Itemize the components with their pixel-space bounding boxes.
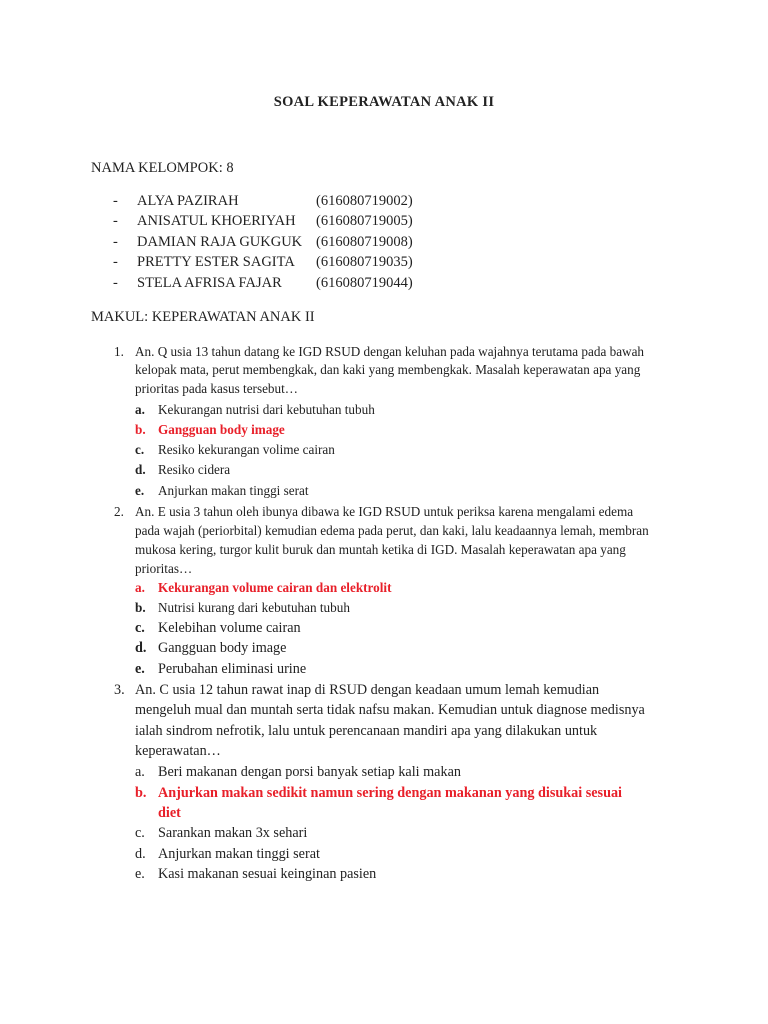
option-text: Resiko cidera	[158, 462, 231, 477]
question-text-line: keperawatan…	[135, 743, 221, 759]
option-text: Kasi makanan sesuai keinginan pasien	[158, 866, 377, 882]
member-nim: (616080719035)	[316, 254, 413, 270]
option-letter: c.	[135, 825, 145, 841]
option-letter: c.	[135, 620, 145, 636]
option-text-answer: Anjurkan makan sedikit namun sering dengan makanan yang disukai sesuai	[158, 785, 622, 801]
bullet-dash: -	[113, 193, 118, 209]
document-title: SOAL KEPERAWATAN ANAK II	[273, 94, 495, 110]
question-text-line: mengeluh mual dan muntah serta tidak nafsu makan. Kemudian untuk diagnose medisnya	[135, 702, 645, 718]
question-text-line: prioritas…	[135, 561, 193, 576]
option-letter: a.	[135, 402, 145, 417]
option-letter: e.	[135, 483, 145, 498]
question-text-line: kelopak mata, perut membengkak, dan kaki yang membengkak. Masalah keperawatan apa yang	[135, 362, 641, 377]
group-label: NAMA KELOMPOK: 8	[91, 160, 234, 176]
member-nim: (616080719005)	[316, 213, 413, 229]
question-number: 2.	[114, 504, 124, 519]
question-text-line: pada wajah (periorbital) kemudian edema pada perut, dan kaki, lalu keadaannya lemah, membran	[135, 523, 649, 538]
option-letter: d.	[135, 462, 146, 477]
member-name: DAMIAN RAJA GUKGUK	[137, 234, 303, 250]
option-text: Beri makanan dengan porsi banyak setiap kali makan	[158, 764, 461, 780]
question-text-line: An. E usia 3 tahun oleh ibunya dibawa ke IGD RSUD untuk periksa karena mengalami edema	[135, 504, 634, 519]
option-text: Anjurkan makan tinggi serat	[158, 483, 309, 498]
member-name: STELA AFRISA FAJAR	[137, 275, 282, 291]
bullet-dash: -	[113, 275, 118, 291]
question-number: 3.	[114, 682, 125, 698]
option-text-answer-continued: diet	[158, 805, 181, 821]
member-nim: (616080719002)	[316, 193, 413, 209]
option-letter: b.	[135, 600, 146, 615]
question-text-line: An. C usia 12 tahun rawat inap di RSUD dengan keadaan umum lemah kemudian	[135, 682, 600, 698]
option-text: Gangguan body image	[158, 640, 287, 656]
member-nim: (616080719044)	[316, 275, 413, 291]
member-name: ALYA PAZIRAH	[137, 193, 239, 209]
member-name: PRETTY ESTER SAGITA	[137, 254, 295, 270]
question-text-line: mukosa kering, turgor kulit buruk dan muntah ketika di IGD. Masalah keperawatan apa yang	[135, 542, 626, 557]
option-letter: d.	[135, 640, 147, 656]
option-text-answer: Gangguan body image	[158, 422, 285, 437]
option-letter-answer: b.	[135, 422, 146, 437]
option-text: Sarankan makan 3x sehari	[158, 825, 308, 841]
bullet-dash: -	[113, 234, 118, 250]
option-text: Anjurkan makan tinggi serat	[158, 846, 320, 862]
question-text-line: ialah sindrom nefrotik, lalu untuk perencanaan mandiri apa yang dilakukan untuk	[135, 723, 598, 739]
option-text: Nutrisi kurang dari kebutuhan tubuh	[158, 600, 350, 615]
option-text: Kelebihan volume cairan	[158, 620, 301, 636]
option-letter-answer: a.	[135, 580, 145, 595]
member-name: ANISATUL KHOERIYAH	[137, 213, 296, 229]
option-letter: e.	[135, 661, 145, 677]
option-letter: c.	[135, 442, 145, 457]
question-text-line: An. Q usia 13 tahun datang ke IGD RSUD dengan keluhan pada wajahnya terutama pada bawah	[135, 344, 645, 359]
option-text: Kekurangan nutrisi dari kebutuhan tubuh	[158, 402, 375, 417]
option-letter: d.	[135, 846, 146, 862]
bullet-dash: -	[113, 254, 118, 270]
option-text-answer: Kekurangan volume cairan dan elektrolit	[158, 580, 392, 595]
question-number: 1.	[114, 344, 124, 359]
question-text-line: prioritas pada kasus tersebut…	[135, 381, 298, 396]
option-letter: e.	[135, 866, 145, 882]
member-nim: (616080719008)	[316, 234, 413, 250]
course-label: MAKUL: KEPERAWATAN ANAK II	[91, 309, 315, 325]
option-letter: a.	[135, 764, 145, 780]
option-letter-answer: b.	[135, 785, 147, 801]
option-text: Perubahan eliminasi urine	[158, 661, 307, 677]
option-text: Resiko kekurangan volime cairan	[158, 442, 335, 457]
bullet-dash: -	[113, 213, 118, 229]
